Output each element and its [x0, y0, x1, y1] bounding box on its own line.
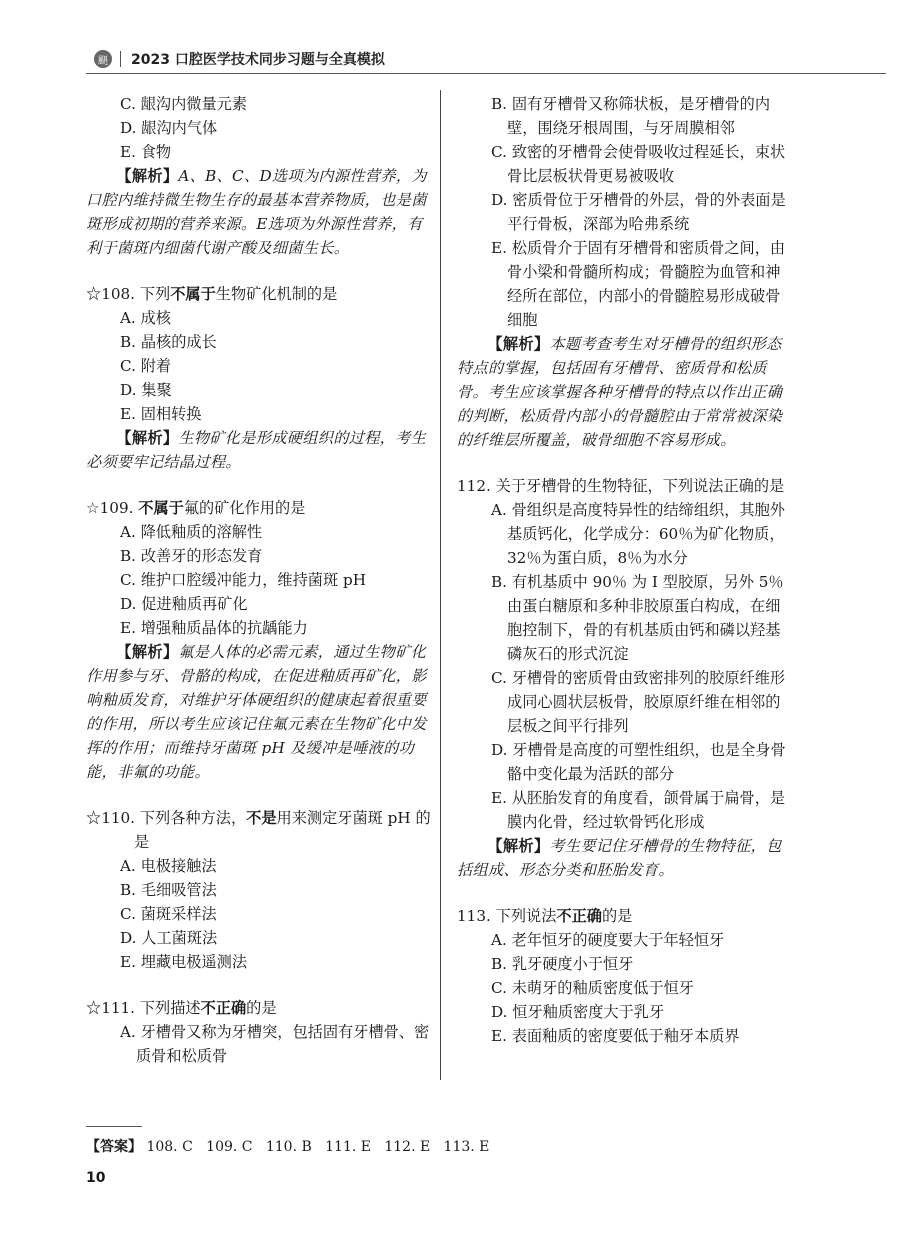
explanation: 【解析】生物矿化是形成硬组织的过程，考生必须要牢记结晶过程。 — [86, 429, 427, 471]
page-number: 10 — [86, 1170, 106, 1186]
question-stem: 113. 下列说法不正确的是 — [457, 907, 633, 925]
answer-item: 112. E — [384, 1139, 431, 1155]
question-stem: ☆110. 下列各种方法，不是用来测定牙菌斑 pH 的是 — [86, 809, 431, 851]
option: A. 老年恒牙的硬度要大于年轻恒牙 — [491, 931, 725, 949]
answer-rule — [86, 1126, 142, 1127]
question-111-continued — [457, 92, 787, 452]
option: E. 表面釉质的密度要低于釉牙本质界 — [491, 1027, 740, 1045]
option: C. 菌斑采样法 — [120, 905, 217, 923]
option: C. 未萌牙的釉质密度低于恒牙 — [491, 979, 694, 997]
left-column — [86, 92, 436, 1090]
option: D. 恒牙釉质密度大于乳牙 — [491, 1003, 665, 1021]
option: A. 成核 — [120, 309, 171, 327]
option: D. 人工菌斑法 — [120, 929, 218, 947]
explanation: 【解析】考生要记住牙槽骨的生物特征，包括组成、形态分类和胚胎发育。 — [457, 837, 782, 879]
option: C. 附着 — [120, 357, 172, 375]
question-107-continued — [86, 92, 436, 260]
option: C. 龈沟内微量元素 — [120, 95, 248, 113]
option: E. 从胚胎发育的角度看，颌骨属于扁骨，是膜内化骨，经过软骨钙化形成 — [491, 789, 786, 831]
option: C. 维护口腔缓冲能力，维持菌斑 pH — [120, 571, 366, 589]
option: B. 有机基质中 90％ 为 Ⅰ 型胶原，另外 5％由蛋白糖原和多种非胶原蛋白构成，在细胞控制下，骨的有机基质由钙和磷以羟基磷灰石的形式沉淀 — [491, 573, 784, 663]
question-stem: ☆109. 不属于氟的矿化作用的是 — [86, 499, 306, 517]
option: E. 埋藏电极遥测法 — [120, 953, 248, 971]
running-header — [86, 45, 886, 74]
option: C. 致密的牙槽骨会使骨吸收过程延长，束状骨比层板状骨更易被吸收 — [491, 143, 786, 185]
question-stem: 112. 关于牙槽骨的生物特征，下列说法正确的是 — [457, 477, 785, 495]
option: E. 松质骨介于固有牙槽骨和密质骨之间，由骨小梁和骨髓所构成；骨髓腔为血管和神经所在部位，内部小的骨髓腔易形成破骨细胞 — [491, 239, 786, 329]
publisher-logo-icon: 颶 — [94, 50, 112, 68]
answer-item: 111. E — [325, 1139, 371, 1155]
explanation: 【解析】氟是人体的必需元素，通过生物矿化作用参与牙、骨骼的构成，在促进釉质再矿化，影响釉质发育，对维护牙体硬组织的健康起着很重要的作用，所以考生应该记住氟元素在生物矿化中发挥的作用；而维持牙菌斑 pH 及缓冲是唾液的功能，非氟的功能。 — [86, 643, 427, 781]
option: D. 牙槽骨是高度的可塑性组织，也是全身骨骼中变化最为活跃的部分 — [491, 741, 786, 783]
option: D. 密质骨位于牙槽骨的外层，骨的外表面是平行骨板，深部为哈弗系统 — [491, 191, 786, 233]
option: E. 固相转换 — [120, 405, 202, 423]
option: B. 乳牙硬度小于恒牙 — [491, 955, 634, 973]
option: B. 改善牙的形态发育 — [120, 547, 263, 565]
explanation-tag: 【解析】 — [116, 167, 179, 185]
explanation: 【解析】A、B、C、D选项为内源性营养，为口腔内维持微生物生存的最基本营养物质，也是菌斑形成初期的营养来源。E选项为外源性营养，有利于菌斑内细菌代谢产酸及细菌生长。 — [86, 167, 427, 257]
option: A. 骨组织是高度特异性的结缔组织，其胞外基质钙化，化学成分：60％为矿化物质，32％为蛋白质，8％为水分 — [491, 501, 785, 567]
answer-item: 108. C — [146, 1139, 193, 1155]
option: A. 降低釉质的溶解性 — [120, 523, 263, 541]
answer-item: 113. E — [443, 1139, 490, 1155]
option: B. 毛细吸管法 — [120, 881, 217, 899]
option: D. 集聚 — [120, 381, 172, 399]
question-112 — [457, 474, 787, 882]
question-111 — [86, 996, 436, 1068]
question-stem: ☆111. 下列描述不正确的是 — [86, 999, 277, 1017]
option: B. 晶核的成长 — [120, 333, 217, 351]
question-stem: ☆108. 下列不属于生物矿化机制的是 — [86, 285, 338, 303]
question-108 — [86, 282, 436, 474]
option: C. 牙槽骨的密质骨由致密排列的胶原纤维形成同心圆状层板骨，胶原原纤维在相邻的层板之间平行排列 — [491, 669, 786, 735]
question-110 — [86, 806, 436, 974]
header-separator — [120, 51, 121, 67]
option: E. 食物 — [120, 143, 172, 161]
answer-item: 110. B — [265, 1139, 312, 1155]
option: D. 促进釉质再矿化 — [120, 595, 248, 613]
column-divider — [440, 90, 441, 1080]
answer-item: 109. C — [206, 1139, 253, 1155]
option: D. 龈沟内气体 — [120, 119, 218, 137]
answer-label: 【答案】 — [86, 1139, 142, 1155]
answer-key — [86, 1136, 489, 1156]
option: E. 增强釉质晶体的抗龋能力 — [120, 619, 308, 637]
book-title: 2023 口腔医学技术同步习题与全真模拟 — [131, 52, 385, 68]
question-113 — [457, 904, 787, 1048]
option: A. 牙槽骨又称为牙槽突，包括固有牙槽骨、密质骨和松质骨 — [120, 1023, 430, 1065]
question-109 — [86, 496, 436, 784]
right-column — [457, 92, 787, 1070]
explanation: 【解析】本题考查考生对牙槽骨的组织形态特点的掌握，包括固有牙槽骨、密质骨和松质骨。考生应该掌握各种牙槽骨的特点以作出正确的判断，松质骨内部小的骨髓腔由于常常被深染的纤维层所覆盖，破骨细胞不容易形成。 — [457, 335, 783, 449]
option: A. 电极接触法 — [120, 857, 217, 875]
option: B. 固有牙槽骨又称筛状板，是牙槽骨的内壁，围绕牙根周围，与牙周膜相邻 — [491, 95, 771, 137]
